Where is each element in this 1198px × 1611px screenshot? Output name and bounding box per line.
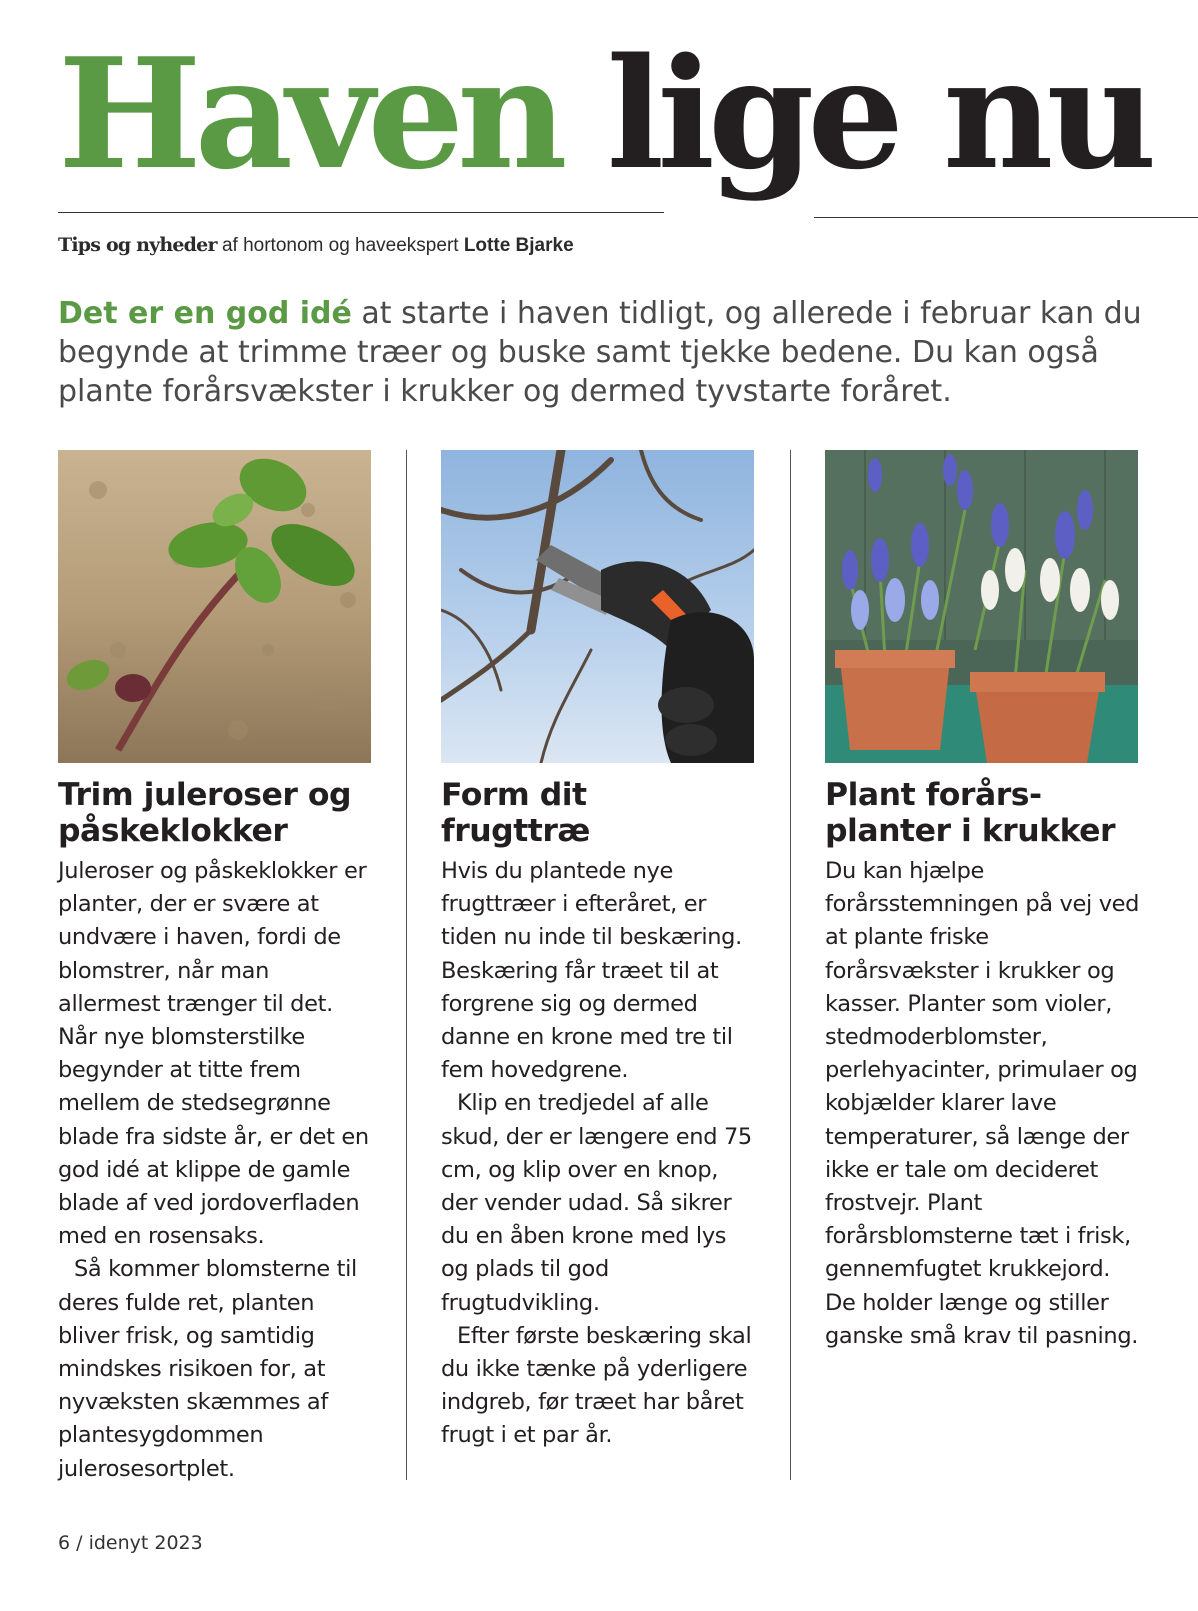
article-paragraph: Klip en tredjedel af alle skud, der er længere end 75 cm, og klip over en knop, der vender udad. Så sikrer du en åben krone med lys og plads til god frugtudvikling. bbox=[441, 1090, 752, 1316]
byline-tips: Tips og nyheder bbox=[58, 234, 217, 256]
article-paragraph: Juleroser og påskeklokker er planter, der er svære at undvære i haven, fordi de blomstrer, når man allermest trænger til det. Når nye blomsterstilke begynder at titte frem mellem de stedsegrønne blade fra sidste år, er det en god idé at klippe de gamle blade af ved jordoverfladen med en rosensaks. bbox=[58, 858, 369, 1250]
byline-text: af hortonom og haveekspert bbox=[221, 235, 459, 256]
title-lige-nu: lige nu bbox=[606, 24, 1150, 203]
intro-paragraph bbox=[58, 294, 1148, 411]
article-heading: Form dit frugttræ bbox=[441, 777, 590, 849]
article-body bbox=[58, 855, 374, 1486]
page-folio: 6 / idenyt 2023 bbox=[58, 1532, 203, 1554]
article-juleroser bbox=[58, 450, 374, 1486]
intro-text: at starte i haven tidligt, og allerede i februar kan du begynde at trimme træer og buske samt tjekke bedene. Du kan også plante forårsvækster i krukker og dermed tyvstarte foråret. bbox=[58, 296, 1142, 409]
column-divider bbox=[406, 450, 407, 1480]
article-body bbox=[441, 855, 757, 1453]
byline bbox=[58, 234, 574, 257]
article-heading: Trim juleroser og påskeklokker bbox=[58, 777, 352, 849]
article-paragraph: Så kommer blomsterne til deres fulde ret, planten bliver frisk, og samtidig mindskes risikoen for, at nyvæksten skæmmes af plantesygdommen julerosesortplet. bbox=[58, 1256, 357, 1482]
photo-pruning-shears bbox=[441, 450, 754, 763]
column-divider bbox=[790, 450, 791, 1480]
article-heading: Plant forårs- planter i krukker bbox=[825, 777, 1116, 849]
header-rule-left bbox=[58, 212, 664, 213]
article-krukker bbox=[825, 450, 1141, 1353]
article-paragraph: Efter første beskæring skal du ikke tænke på yderligere indgreb, før træet har båret frugt i et par år. bbox=[441, 1322, 752, 1449]
masthead bbox=[58, 24, 1178, 228]
article-frugttrae bbox=[441, 450, 757, 1453]
article-paragraph: Du kan hjælpe forårsstemningen på vej ved at plante friske forårsvækster i krukker og kasser. Planter som violer, stedmoderblomster, perlehyacinter, primulaer og kobjælder klarer lave temperaturer, så længe der ikke er tale om decideret frostvejr. Plant forårsblomsterne tæt i frisk, gennemfugtet krukkejord. De holder længe og stiller ganske små krav til pasning. bbox=[825, 858, 1140, 1349]
header-rule-right bbox=[814, 217, 1198, 218]
page-title bbox=[58, 24, 1150, 203]
intro-lead: Det er en god idé bbox=[58, 296, 352, 331]
byline-author: Lotte Bjarke bbox=[463, 235, 574, 256]
article-paragraph: Hvis du plantede nye frugttræer i efteråret, er tiden nu inde til beskæring. Beskæring får træet til at forgrene sig og dermed danne en krone med tre til fem hovedgrene. bbox=[441, 858, 742, 1084]
article-body bbox=[825, 855, 1141, 1353]
photo-muscari-pots bbox=[825, 450, 1138, 763]
photo-seedling bbox=[58, 450, 371, 763]
title-haven: Haven bbox=[58, 24, 561, 203]
